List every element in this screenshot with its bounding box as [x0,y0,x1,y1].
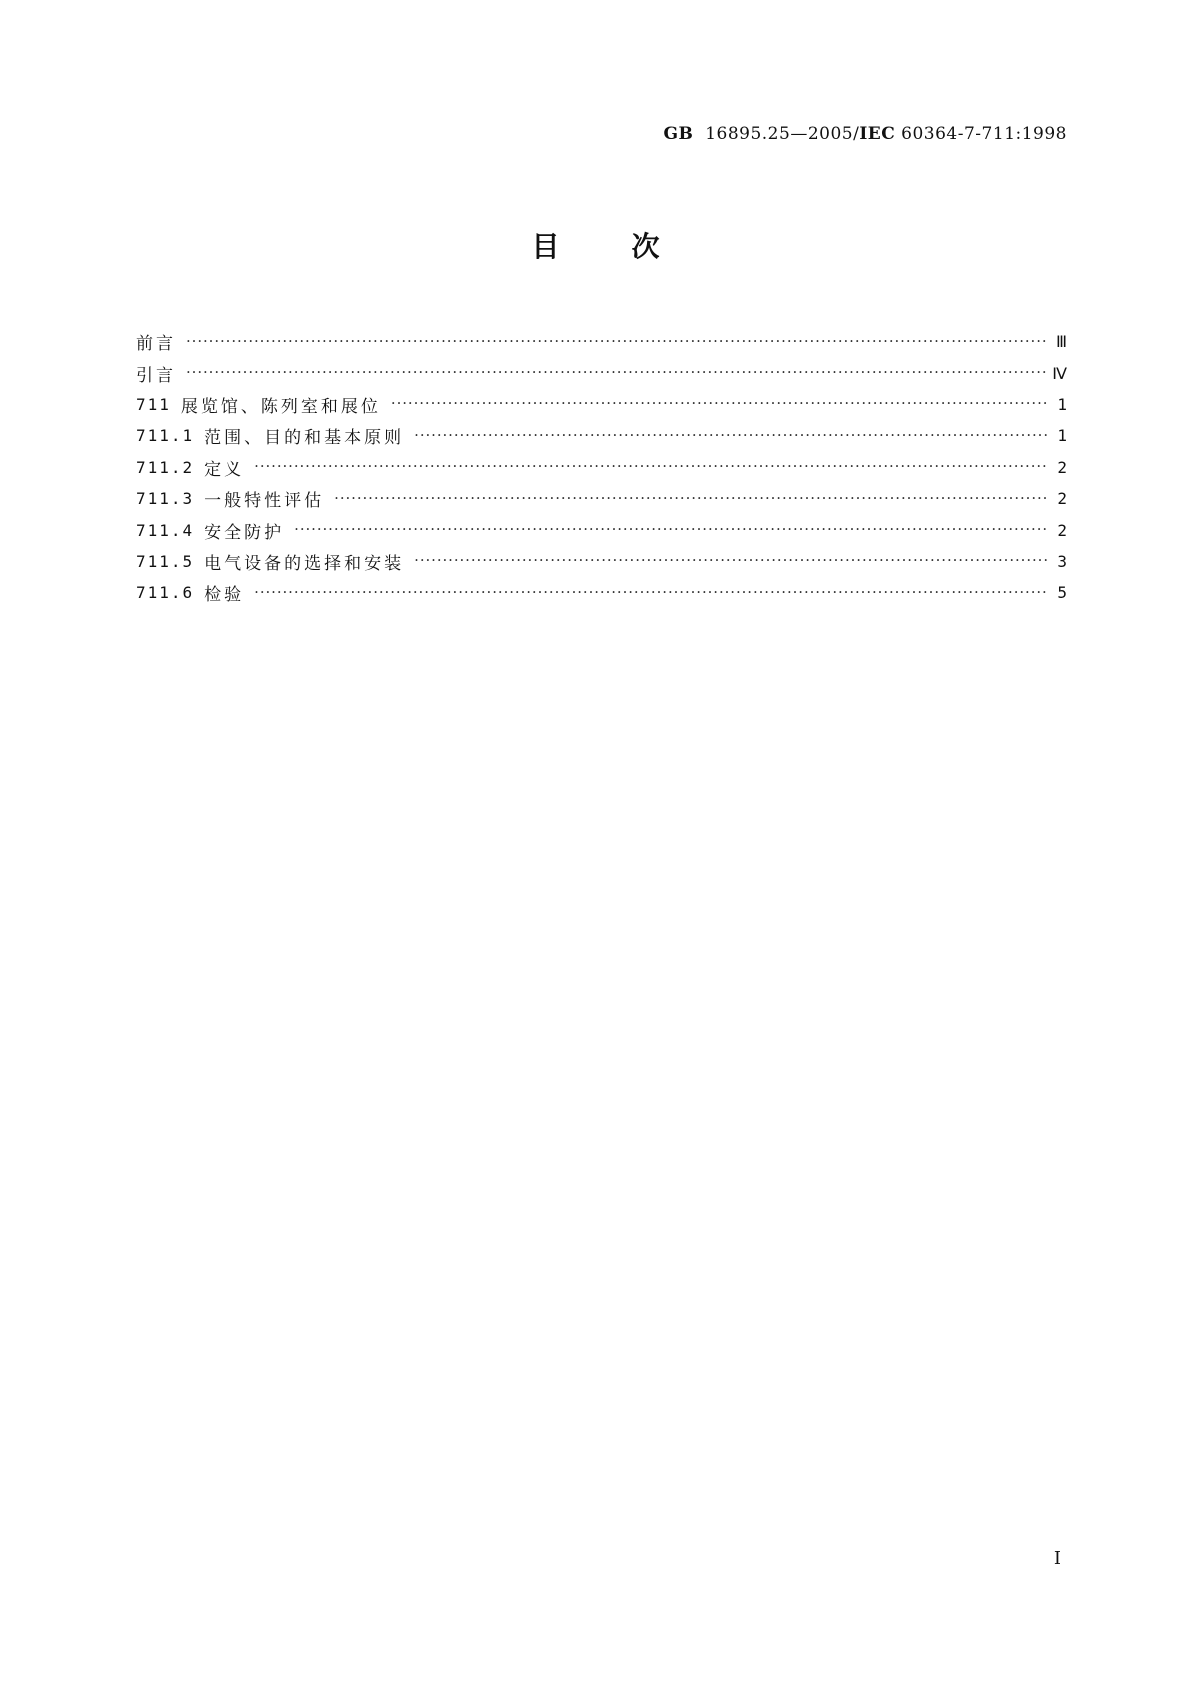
toc-entry-label: 一般特性评估 [204,491,325,512]
toc-entry-number: 711.6 [136,583,195,603]
toc-entry-introduction[interactable] [136,357,1067,388]
toc-entry-711-3[interactable] [136,483,1067,514]
toc-entry-label: 范围、目的和基本原则 [204,428,405,449]
toc-leader-dots [254,457,1047,477]
standard-code-rest: 60364-7-711:1998 [901,124,1067,144]
standard-code-prefix: GB [663,124,694,144]
page-title-char-2: 次 [631,230,660,263]
toc-entry-number: 711.1 [136,426,195,446]
toc-entry-711-2[interactable] [136,452,1067,483]
toc-leader-dots [414,551,1047,571]
toc-entry-page: 1 [1057,426,1067,446]
page-number: Ⅰ [1053,1548,1061,1569]
toc-entry-label: 定义 [204,459,245,480]
toc-entry-label: 引言 [136,365,176,386]
toc-entry-711-5[interactable] [136,546,1067,577]
toc-entry-number: 711 [136,394,171,414]
toc-entry-label: 前言 [136,334,176,355]
standard-code-iec: IEC [859,124,896,144]
toc-leader-dots [391,394,1047,414]
toc-entry-711-1[interactable] [136,420,1067,451]
toc-entry-page: 2 [1057,457,1067,477]
toc-entry-number: 711.3 [136,489,195,509]
toc-entry-label: 检验 [204,585,245,606]
toc-entry-page: Ⅲ [1055,332,1067,352]
toc-entry-number: 711.5 [136,551,195,571]
table-of-contents [136,326,1067,609]
toc-entry-number: 711.2 [136,457,195,477]
toc-entry-page: Ⅳ [1052,363,1067,383]
toc-entry-page: 2 [1057,520,1067,540]
standard-code [664,124,1068,144]
toc-entry-page: 5 [1057,583,1067,603]
toc-leader-dots [334,489,1047,509]
standard-code-number: 16895.25—2005/ [705,124,860,144]
toc-leader-dots [294,520,1047,540]
toc-leader-dots [186,332,1047,352]
toc-entry-number: 711.4 [136,520,195,540]
toc-leader-dots [254,583,1047,603]
toc-entry-label: 电气设备的选择和安装 [204,553,405,574]
toc-leader-dots [414,426,1047,446]
toc-entry-page: 3 [1057,551,1067,571]
toc-entry-page: 1 [1057,394,1067,414]
page-title [0,225,1191,265]
toc-entry-711[interactable] [136,389,1067,420]
toc-leader-dots [186,363,1046,383]
toc-entry-page: 2 [1057,489,1067,509]
toc-entry-label: 安全防护 [204,522,285,543]
page-title-char-1: 目 [531,230,560,263]
toc-entry-foreword[interactable] [136,326,1067,357]
toc-entry-711-6[interactable] [136,577,1067,608]
toc-entry-label: 展览馆、陈列室和展位 [180,396,381,417]
toc-entry-711-4[interactable] [136,514,1067,545]
